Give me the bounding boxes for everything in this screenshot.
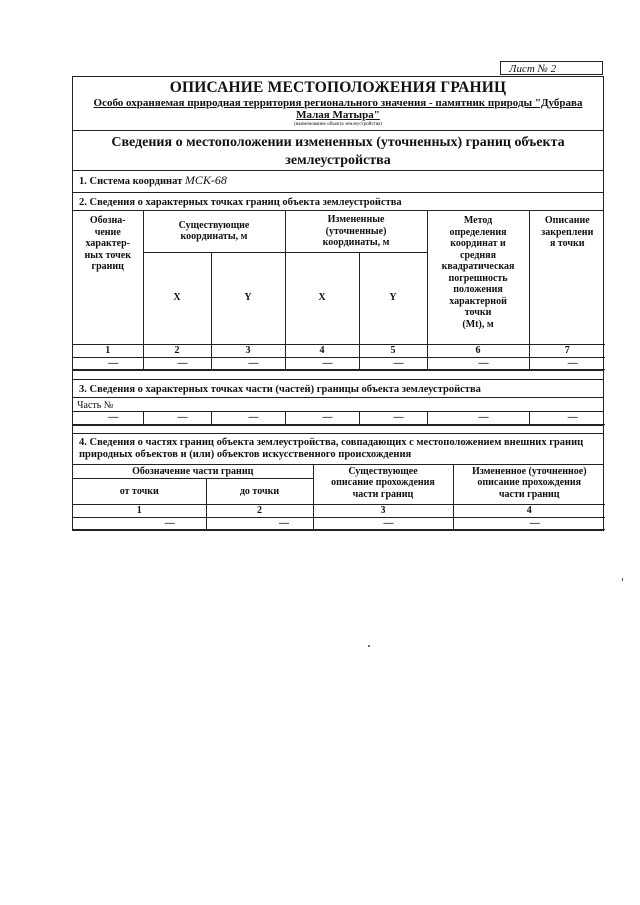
section-3-table (73, 412, 605, 425)
empty-cell-dash: — (529, 357, 605, 370)
column-number: 5 (359, 344, 427, 357)
section-4-label: 4. Сведения о частях границ объекта землеустройства, совпадающих с местоположением внешних границ природных объектов и (или) объектов искусственного происхождения (79, 436, 584, 460)
column-number: 1 (73, 344, 143, 357)
section-1-label: 1. Система координат (79, 176, 183, 187)
header-changed-coordinates: Измененные (уточненные) координаты, м (285, 211, 427, 252)
section-4-heading (73, 434, 603, 465)
boundary-description-form (72, 76, 604, 531)
empty-data-row (73, 357, 605, 370)
empty-cell-dash: — (211, 357, 285, 370)
header-existing-description: Существующее описание прохождения части границ (313, 465, 453, 505)
section-2-table-wrap (73, 211, 603, 371)
section-2-heading (73, 193, 603, 211)
scan-speck (368, 645, 370, 647)
object-name-caption: (наименование объекта землеустройства) (293, 122, 383, 127)
header-from-point: от точки (73, 479, 206, 505)
empty-cell-dash: — (453, 517, 605, 530)
header-point-designation: Обозна- чение характер- ных точек границ (73, 211, 143, 344)
empty-cell-dash: — (143, 412, 211, 424)
column-number: 6 (427, 344, 529, 357)
empty-cell-dash: — (359, 412, 427, 424)
document-title: ОПИСАНИЕ МЕСТОПОЛОЖЕНИЯ ГРАНИЦ (169, 79, 507, 96)
section-3-heading (73, 380, 603, 398)
section-3-label: 3. Сведения о характерных точках части (частей) границы объекта землеустройства (79, 384, 481, 395)
empty-cell-dash: — (73, 357, 143, 370)
section-4-numbers-row (73, 505, 605, 518)
empty-cell-dash: — (211, 412, 285, 424)
object-name-line-2: Малая Матыра" (296, 109, 380, 121)
section-spacer (73, 426, 603, 434)
section-4-table-wrap (73, 465, 603, 532)
section-3-table-wrap (73, 412, 603, 426)
empty-cell-dash: — (313, 517, 453, 530)
column-number: 2 (143, 344, 211, 357)
part-number-label: Часть № (77, 400, 114, 411)
column-number: 7 (529, 344, 605, 357)
object-name-line-1: Особо охраняемая природная территория регионального значения - памятник природы "Дубрава (93, 97, 583, 109)
header-changed-description: Измененное (уточненное) описание прохождения части границ (453, 465, 605, 505)
column-numbers-row (73, 344, 605, 357)
subtitle-line-2: землеустройства (285, 153, 391, 168)
empty-cell-dash: — (427, 412, 529, 424)
header-method: Метод определения координат и средняя квадратическая погрешность положения характерной точки (Mt), м (427, 211, 529, 344)
section-4-empty-row (73, 517, 605, 530)
column-number: 4 (453, 505, 605, 518)
subtitle-line-1: Сведения о местоположении измененных (уточненных) границ объекта (111, 135, 565, 150)
column-number: 1 (73, 505, 206, 518)
section-2-label: 2. Сведения о характерных точках границ объекта землеустройства (79, 197, 402, 208)
empty-cell-dash: — (73, 517, 206, 530)
header-part-designation: Обозначение части границ (73, 465, 313, 479)
empty-cell-dash: — (427, 357, 529, 370)
coordinate-system-value: МСК-68 (184, 173, 227, 187)
header-changed-x: X (285, 252, 359, 344)
header-point-description: Описание закреплени я точки (529, 211, 605, 344)
part-empty-row (73, 412, 605, 424)
empty-cell-dash: — (143, 357, 211, 370)
section-2-table (73, 211, 605, 370)
empty-cell-dash: — (285, 412, 359, 424)
header-existing-coordinates: Существующие координаты, м (143, 211, 285, 252)
empty-cell-dash: — (73, 412, 143, 424)
column-number: 3 (211, 344, 285, 357)
column-number: 4 (285, 344, 359, 357)
empty-cell-dash: — (529, 412, 605, 424)
section-4-table (73, 465, 605, 531)
header-to-point: до точки (206, 479, 313, 505)
empty-cell-dash: — (285, 357, 359, 370)
header-existing-x: X (143, 252, 211, 344)
sheet-number-box (500, 61, 603, 75)
header-band (73, 77, 603, 131)
section-1-coordinate-system (73, 171, 603, 193)
column-number: 3 (313, 505, 453, 518)
sheet-number: Лист № 2 (509, 63, 557, 75)
empty-cell-dash: — (206, 517, 313, 530)
empty-cell-dash: — (359, 357, 427, 370)
header-changed-y: Y (359, 252, 427, 344)
column-number: 2 (206, 505, 313, 518)
part-number-row (73, 398, 603, 412)
subtitle-band (73, 131, 603, 171)
header-existing-y: Y (211, 252, 285, 344)
scan-speck (622, 578, 623, 581)
section-spacer (73, 371, 603, 380)
